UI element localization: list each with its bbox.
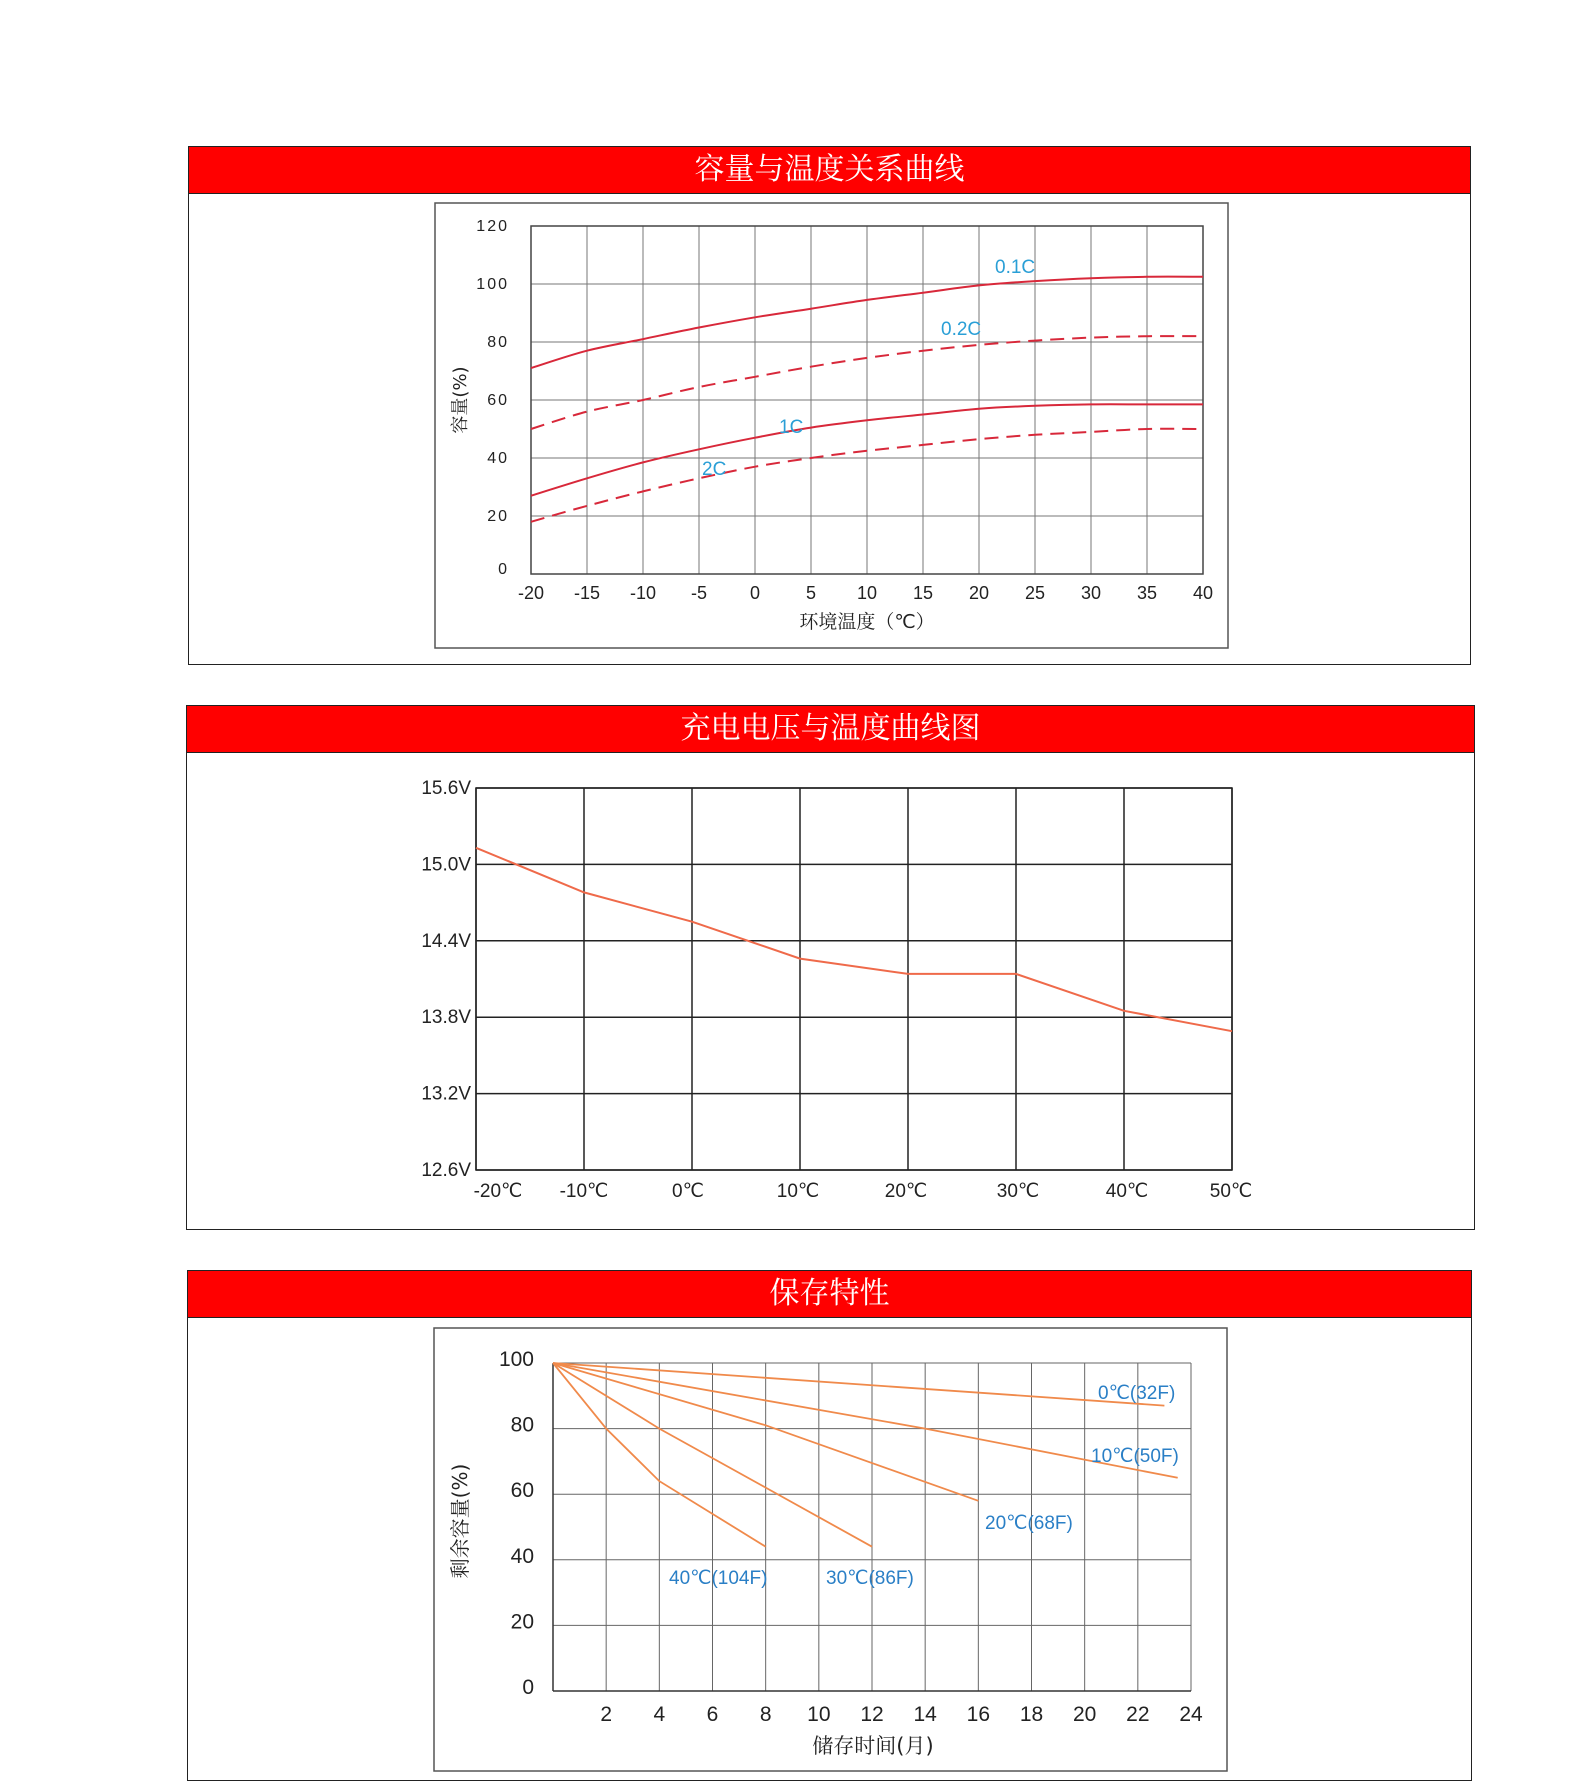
voltage-temperature-title: 充电电压与温度曲线图 <box>187 706 1474 753</box>
x-tick-label: 20 <box>1072 1703 1097 1726</box>
x-tick-label: 40℃ <box>1105 1181 1149 1202</box>
y-tick-label: 15.0V <box>421 854 471 876</box>
x-tick-label: -15 <box>573 583 601 603</box>
x-tick-label: 10 <box>856 583 878 603</box>
series-label: 10℃(50F) <box>1091 1446 1179 1467</box>
y-tick-label: 15.6V <box>421 778 471 799</box>
y-tick-label: 60 <box>510 1479 534 1503</box>
voltage-series-line <box>476 848 1232 1031</box>
y-tick-label: 100 <box>476 276 509 293</box>
y-tick-label: 80 <box>510 1413 534 1437</box>
storage-characteristics-chart <box>188 1271 1473 1782</box>
x-tick-label: 0℃ <box>672 1181 704 1202</box>
y-tick-label: 12.6V <box>421 1160 471 1181</box>
y-tick-label: 40 <box>487 450 509 467</box>
x-tick-label: 30℃ <box>996 1181 1040 1202</box>
x-tick-label: 18 <box>1019 1703 1044 1726</box>
x-tick-label: 35 <box>1136 583 1158 603</box>
y-axis-title: 容量(%) <box>450 366 471 434</box>
grid <box>553 1363 1191 1691</box>
grid <box>476 788 1232 1170</box>
y-tick-label: 0 <box>522 1676 534 1699</box>
series-label: 0℃(32F) <box>1098 1383 1176 1404</box>
x-axis-title: 储存时间(月) <box>812 1734 934 1758</box>
x-tick-label: -20℃ <box>473 1181 523 1202</box>
y-tick-label: 120 <box>476 218 509 235</box>
series-label: 2C <box>702 459 727 480</box>
x-tick-label: 20 <box>968 583 990 603</box>
storage-characteristics-title: 保存特性 <box>188 1271 1471 1318</box>
x-tick-label: -10℃ <box>559 1181 609 1202</box>
plot-area <box>476 788 1232 1170</box>
storage-series-line <box>553 1363 1164 1406</box>
series-label: 30℃(86F) <box>826 1568 914 1589</box>
x-tick-label: 4 <box>653 1703 666 1726</box>
series-label: 40℃(104F) <box>669 1568 768 1589</box>
x-tick-label: 10 <box>807 1703 831 1726</box>
voltage-temperature-chart <box>187 706 1476 1231</box>
voltage-temperature-panel <box>186 705 1475 1230</box>
x-tick-label: 2 <box>600 1703 613 1726</box>
x-tick-label: 0 <box>749 583 761 603</box>
x-tick-label: -20 <box>517 583 545 603</box>
y-tick-label: 13.8V <box>421 1007 471 1029</box>
y-tick-label: 0 <box>498 561 509 578</box>
y-tick-label: 13.2V <box>421 1083 471 1105</box>
x-tick-label: -5 <box>690 583 708 603</box>
capacity-temperature-chart <box>189 147 1472 666</box>
series-label: 0.1C <box>995 257 1036 278</box>
series-label: 1C <box>779 417 804 438</box>
x-tick-label: 16 <box>966 1703 991 1726</box>
x-tick-label: 5 <box>805 583 817 603</box>
series-label: 20℃(68F) <box>985 1513 1073 1534</box>
x-tick-label: 20℃ <box>884 1181 928 1202</box>
x-tick-label: 6 <box>706 1703 719 1726</box>
y-tick-label: 14.4V <box>421 930 471 952</box>
storage-characteristics-panel <box>187 1270 1472 1781</box>
x-tick-label: 22 <box>1126 1703 1150 1726</box>
capacity-temperature-panel <box>188 146 1471 665</box>
x-tick-label: 12 <box>860 1703 884 1726</box>
x-tick-label: 10℃ <box>776 1181 820 1202</box>
y-tick-label: 20 <box>487 508 509 525</box>
y-tick-label: 80 <box>487 334 509 351</box>
y-tick-label: 100 <box>498 1348 534 1371</box>
x-tick-label: 8 <box>759 1703 772 1726</box>
y-tick-label: 40 <box>510 1544 534 1568</box>
x-tick-label: 14 <box>913 1703 937 1726</box>
series-label: 0.2C <box>941 319 982 340</box>
y-axis-title: 剩余容量(%) <box>448 1463 472 1579</box>
x-tick-label: -10 <box>629 583 657 603</box>
x-tick-label: 25 <box>1024 583 1046 603</box>
x-tick-label: 30 <box>1080 583 1102 603</box>
y-tick-label: 20 <box>510 1610 534 1634</box>
x-tick-label: 24 <box>1179 1703 1203 1726</box>
capacity-temperature-title: 容量与温度关系曲线 <box>189 147 1470 194</box>
x-tick-label: 50℃ <box>1209 1181 1253 1202</box>
x-tick-label: 40 <box>1192 583 1214 603</box>
x-axis-title: 环境温度（℃） <box>799 611 935 633</box>
y-tick-label: 60 <box>487 392 509 409</box>
x-tick-label: 15 <box>912 583 934 603</box>
